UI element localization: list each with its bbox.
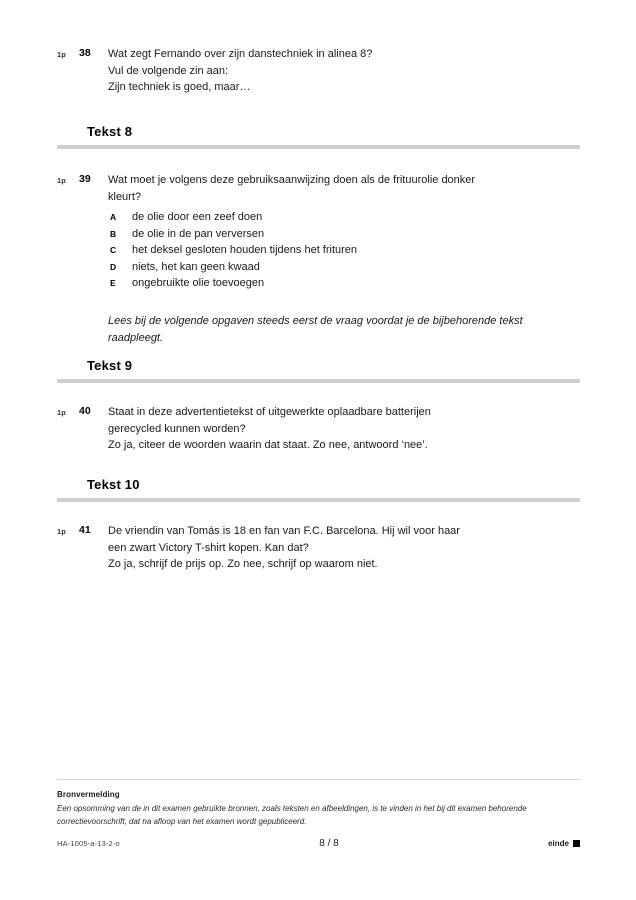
question-text-line: Wat zegt Fernando over zijn danstechniek in alinea 8?: [108, 48, 373, 60]
option-text: de olie door een zeef doen: [132, 211, 263, 223]
answer-option-e[interactable]: [108, 275, 580, 292]
source-credits: [57, 790, 580, 828]
section-divider: [57, 145, 580, 149]
question-number: 39: [79, 173, 91, 185]
question-text: [108, 404, 580, 454]
question-number: 38: [79, 47, 91, 59]
question-text-line: De vriendin van Tomás is 18 en fan van F.C. Barcelona. Hij wil voor haar: [108, 525, 460, 537]
points-label: 1p: [57, 408, 66, 417]
page-number: 8 / 8: [319, 838, 339, 849]
question-text-line: Zo ja, schrijf de prijs op. Zo nee, schrijf op waarom niet.: [108, 558, 378, 570]
points-label: 1p: [57, 527, 66, 536]
points-label: 1p: [57, 50, 66, 59]
answer-option-d[interactable]: [108, 259, 580, 276]
footer-divider: [57, 779, 580, 780]
question-text: [108, 46, 580, 96]
points-label: 1p: [57, 176, 66, 185]
credits-line: behorende correctievoorschrift, dat na afloop van het examen wordt gepubliceerd.: [57, 804, 527, 826]
answer-options: [108, 209, 580, 292]
question-block-40: [57, 404, 580, 454]
question-text-line: Vul de volgende zin aan:: [108, 64, 229, 77]
question-text-line: een zwart Victory T-shirt kopen. Kan dat?: [108, 541, 309, 554]
answer-option-a[interactable]: [108, 209, 580, 226]
section-title: Tekst 10: [87, 477, 140, 492]
option-text: het deksel gesloten houden tijdens het frituren: [132, 244, 358, 256]
option-letter: A: [110, 212, 117, 222]
option-text: ongebruikte olie toevoegen: [132, 277, 265, 289]
instruction-note-line: bijbehorende tekst raadpleegt.: [108, 315, 523, 344]
question-number: 41: [79, 524, 91, 536]
question-row: [57, 172, 580, 292]
question-row: [57, 46, 580, 96]
answer-option-b[interactable]: [108, 226, 580, 243]
credits-line: Een opsomming van de in dit examen gebruikte bronnen, zoals teksten en afbeeldingen, is te vinden in het bij dit examen: [57, 804, 487, 813]
answer-option-c[interactable]: [108, 242, 580, 259]
question-number: 40: [79, 405, 91, 417]
exam-code: HA-1005-a-13-2-o: [57, 839, 120, 848]
option-letter: E: [110, 278, 116, 288]
question-row: [57, 404, 580, 454]
question-text-line: kleurt?: [108, 190, 142, 203]
question-text: [108, 523, 580, 573]
end-marker: [548, 839, 580, 848]
option-text: niets, het kan geen kwaad: [132, 260, 260, 273]
question-text-line: Zo ja, citeer de woorden waarin dat staat. Zo nee, antwoord ‘nee’.: [108, 439, 428, 451]
instruction-note: [108, 313, 566, 346]
end-square-icon: [573, 840, 580, 847]
section-header-tekst-10: [57, 477, 580, 502]
section-header-tekst-8: [57, 124, 580, 149]
end-label: einde: [548, 839, 569, 848]
question-text: [108, 172, 580, 292]
section-header-tekst-9: [57, 358, 580, 383]
credits-body: [57, 802, 580, 828]
section-divider: [57, 379, 580, 383]
section-title: Tekst 8: [87, 124, 133, 139]
question-block-39: [57, 172, 580, 292]
credits-title: Bronvermelding: [57, 790, 120, 799]
footer-bar: [57, 838, 580, 849]
question-row: [57, 523, 580, 573]
section-divider: [57, 498, 580, 502]
instruction-note-line: Lees bij de volgende opgaven steeds eerst de vraag voordat je de: [108, 315, 430, 327]
option-letter: D: [110, 261, 117, 272]
question-block-38: [57, 46, 580, 96]
option-letter: C: [110, 245, 117, 255]
question-text-line: Wat moet je volgens deze gebruiksaanwijzing doen als de frituurolie donker: [108, 174, 476, 186]
question-text-line: gerecycled kunnen worden?: [108, 422, 246, 435]
option-text: de olie in de pan verversen: [132, 227, 265, 240]
section-title: Tekst 9: [87, 358, 133, 373]
question-text-line: Staat in deze advertentietekst of uitgewerkte oplaadbare batterijen: [108, 406, 431, 418]
option-letter: B: [110, 228, 117, 239]
question-text-line: Zijn techniek is goed, maar…: [108, 81, 251, 93]
question-block-41: [57, 523, 580, 573]
